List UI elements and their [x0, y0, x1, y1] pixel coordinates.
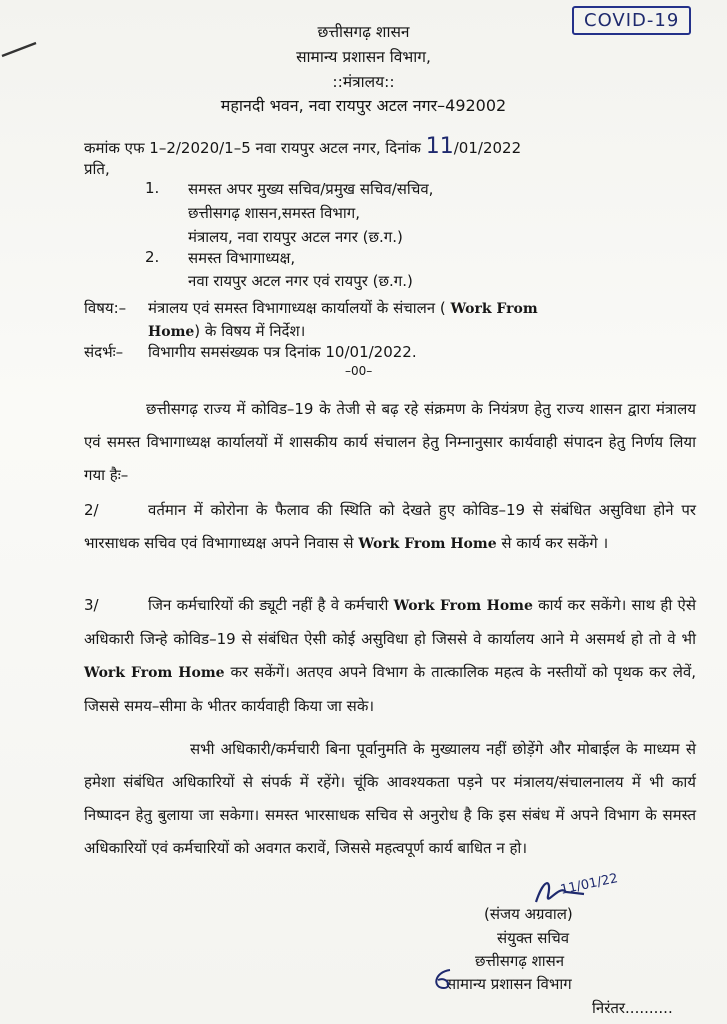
- signatory-name: (संजय अग्रवाल): [484, 905, 573, 923]
- recipient-1-line: मंत्रालय, नवा रायपुर अटल नगर (छ.ग.): [188, 228, 403, 246]
- reference-line: [84, 134, 521, 159]
- header-government: छत्तीसगढ़ शासन: [317, 23, 410, 41]
- subject-english: Work From: [450, 301, 538, 317]
- ref-text: विभागीय समसंख्यक पत्र दिनांक 10/01/2022.: [148, 343, 417, 361]
- para-2-number: 2/: [84, 501, 99, 519]
- subject-line-2: [148, 321, 305, 341]
- header-ministry: ::मंत्रालय::: [332, 73, 395, 91]
- handwritten-day: 11: [425, 134, 454, 159]
- header-department: सामान्य प्रशासन विभाग,: [296, 48, 431, 66]
- reference-date: /01/2022: [453, 139, 522, 157]
- reference-number: कमांक एफ 1–2/2020/1–5 नवा रायपुर अटल नगर, दिनांक: [84, 139, 421, 157]
- signature-date: 11/01/22: [559, 871, 620, 898]
- subject-label: विषय:–: [84, 299, 127, 317]
- para-4: सभी अधिकारी/कर्मचारी बिना पूर्वानुमति के मुख्यालय नहीं छोड़ेंगे और मोबाईल के माध्यम से हमेशा संबंधित अधिकारियों से संपर्क में रहेंगे। चूंकि आवश्यकता पड़ने पर मंत्रालय/संचालनालय में भी कार्य निष्पादन हेतु बुलाया जा सकेगा। समस्त भारसाधक सचिव से अनुरोध है कि इस संबंध में अपने विभाग के समस्त अधिकारियों एवं कर्मचारियों को अवगत करावें, जिससे महत्वपूर्ण कार्य बाधित न हो।: [84, 740, 696, 857]
- separator: –00–: [345, 364, 373, 378]
- para-3-number: 3/: [84, 596, 99, 614]
- wfh-term: Work From Home: [84, 665, 225, 681]
- continued-label: निरंतर..........: [592, 999, 673, 1017]
- ref-label: संदर्भः–: [84, 343, 124, 361]
- initial-mark: [428, 966, 458, 994]
- para-3-text: जिन कर्मचारियों की ड्यूटी नहीं है वे कर्मचारी: [148, 596, 389, 614]
- recipient-2-line: नवा रायपुर अटल नगर एवं रायपुर (छ.ग.): [188, 272, 413, 290]
- recipient-1-line: छत्तीसगढ़ शासन,समस्त विभाग,: [188, 204, 361, 222]
- covid-stamp: COVID-19: [572, 6, 691, 35]
- to-label: प्रति,: [84, 160, 110, 178]
- recipient-1-line: समस्त अपर मुख्य सचिव/प्रमुख सचिव/सचिव,: [188, 180, 434, 198]
- para-3: [84, 589, 696, 723]
- para-3-text: कार्य कर सकेंगे। साथ ही ऐसे अधिकारी जिन्हे कोविड–19 से संबंधित ऐसी कोई असुविधा हो जिससे वे कार्यालय आने मे असमर्थ हो तो वे भी: [84, 596, 696, 648]
- para-2-text: वर्तमान में कोरोना के फैलाव की स्थिति को देखते हुए कोविड–19 से संबंधित असुविधा होने पर भारसाधक सचिव एवं विभागाध्यक्ष अपने निवास से: [84, 501, 696, 552]
- subject-english: Home: [148, 324, 195, 340]
- signatory-dept: सामान्य प्रशासन विभाग: [446, 975, 572, 993]
- signatory-govt: छत्तीसगढ़ शासन: [475, 952, 565, 970]
- subject-line-1: [148, 298, 538, 318]
- header-address: महानदी भवन, नवा रायपुर अटल नगर–492002: [220, 96, 507, 115]
- subject-text: मंत्रालय एवं समस्त विभागाध्यक्ष कार्यालयों के संचालन (: [148, 299, 446, 317]
- para-2: [84, 494, 696, 561]
- subject-text: ) के विषय में निर्देश।: [194, 322, 306, 340]
- signatory-designation: संयुक्त सचिव: [497, 929, 570, 947]
- para-3-text: कर सकेंगें। अतएव अपने विभाग के तात्कालिक महत्व के नस्तीयों को पृथक कर लेवें, जिससे समय–सीमा के भीतर कार्यवाही किया जा सके।: [84, 663, 696, 715]
- recipient-2-number: 2.: [145, 248, 160, 266]
- recipient-2-line: समस्त विभागाध्यक्ष,: [188, 249, 296, 267]
- intro-paragraph: छत्तीसगढ़ राज्य में कोविड–19 के तेजी से बढ़ रहे संक्रमण के नियंत्रण हेतु राज्य शासन द्वारा मंत्रालय एवं समस्त विभागाध्यक्ष कार्यालयों में शासकीय कार्य संचालन हेतु निम्नानुसार कार्यवाही संपादन हेतु निर्णय लिया गया हैः–: [84, 400, 696, 484]
- para-2-text: से कार्य कर सकेंगे ।: [501, 534, 609, 552]
- wfh-term: Work From Home: [393, 598, 533, 614]
- recipient-1-number: 1.: [145, 179, 160, 197]
- wfh-term: Work From Home: [358, 536, 497, 552]
